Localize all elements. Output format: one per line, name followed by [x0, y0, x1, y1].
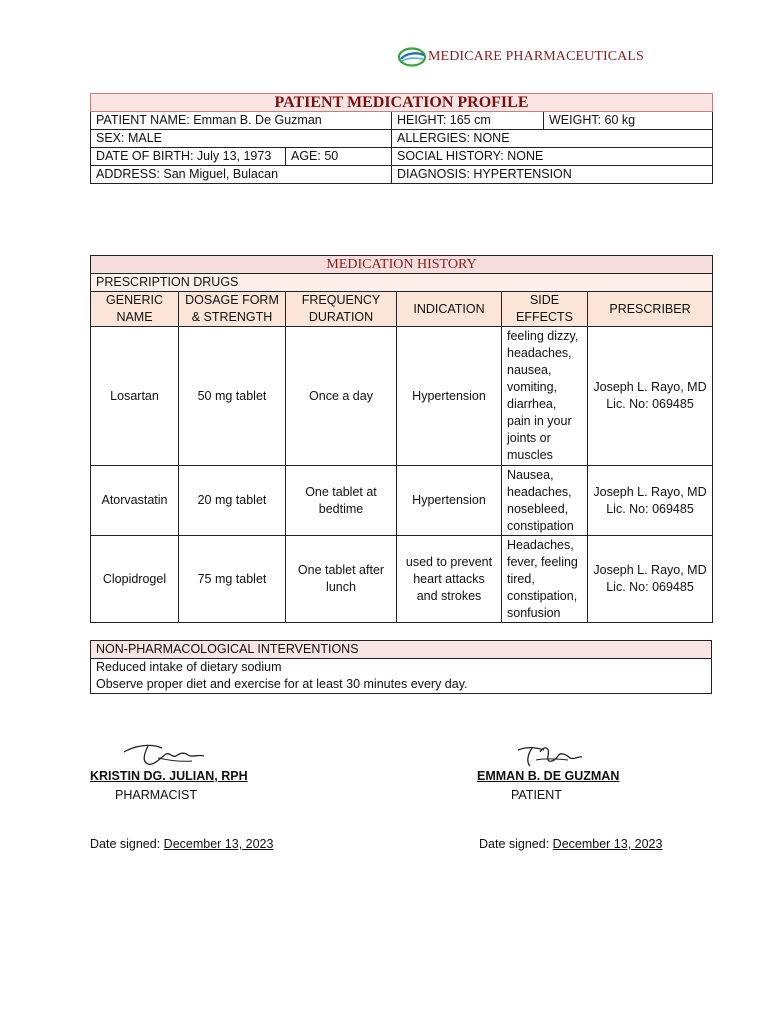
table-row	[91, 327, 713, 466]
non-pharm-items	[91, 659, 712, 694]
diagnosis: DIAGNOSIS: HYPERTENSION	[392, 166, 713, 184]
frequency: One tablet after lunch	[286, 536, 397, 623]
patient-name: PATIENT NAME: Emman B. De Guzman	[91, 112, 392, 130]
dosage: 20 mg tablet	[179, 466, 286, 536]
profile-title: PATIENT MEDICATION PROFILE	[91, 94, 713, 112]
pharmacist-role: PHARMACIST	[115, 788, 197, 802]
frequency: Once a day	[286, 327, 397, 466]
pharmacist-date	[90, 837, 273, 851]
brand-name: MEDICARE PHARMACEUTICALS	[428, 49, 644, 64]
pharmacist-signature-icon	[118, 740, 213, 770]
column-header: DOSAGE FORM & STRENGTH	[179, 292, 286, 327]
list-item: Reduced intake of dietary sodium	[96, 660, 282, 674]
side-effects: Nausea, headaches, nosebleed, constipation	[502, 466, 588, 536]
pharmacy-logo-icon	[397, 46, 427, 68]
column-header: SIDE EFFECTS	[502, 292, 588, 327]
pharmacist-name: KRISTIN DG. JULIAN, RPH	[90, 769, 248, 783]
frequency: One tablet at bedtime	[286, 466, 397, 536]
side-effects: Headaches, fever, feeling tired, constipation, sonfusion	[502, 536, 588, 623]
column-header: GENERIC NAME	[91, 292, 179, 327]
indication: Hypertension	[397, 327, 502, 466]
brand-logo	[397, 46, 644, 68]
height: HEIGHT: 165 cm	[392, 112, 544, 130]
allergies: ALLERGIES: NONE	[392, 130, 713, 148]
weight: WEIGHT: 60 kg	[544, 112, 713, 130]
list-item: Observe proper diet and exercise for at least 30 minutes every day.	[96, 677, 468, 691]
date-label: Date signed:	[90, 837, 161, 851]
dosage: 50 mg tablet	[179, 327, 286, 466]
social-history: SOCIAL HISTORY: NONE	[392, 148, 713, 166]
patient-date	[479, 837, 662, 851]
patient-profile-table	[90, 93, 713, 184]
prescriber: Joseph L. Rayo, MD Lic. No: 069485	[588, 466, 713, 536]
date-value: December 13, 2023	[552, 837, 663, 851]
non-pharm-title: NON-PHARMACOLOGICAL INTERVENTIONS	[91, 641, 712, 659]
prescriber: Joseph L. Rayo, MD Lic. No: 069485	[588, 327, 713, 466]
patient-name-signature: EMMAN B. DE GUZMAN	[477, 769, 620, 783]
generic-name: Losartan	[91, 327, 179, 466]
prescriber: Joseph L. Rayo, MD Lic. No: 069485	[588, 536, 713, 623]
generic-name: Atorvastatin	[91, 466, 179, 536]
column-header: INDICATION	[397, 292, 502, 327]
column-header: FREQUENCY DURATION	[286, 292, 397, 327]
address: ADDRESS: San Miguel, Bulacan	[91, 166, 392, 184]
prescription-drugs-label: PRESCRIPTION DRUGS	[91, 274, 713, 292]
history-title: MEDICATION HISTORY	[91, 256, 713, 274]
non-pharm-table	[90, 640, 712, 694]
age: AGE: 50	[286, 148, 392, 166]
generic-name: Clopidrogel	[91, 536, 179, 623]
date-value: December 13, 2023	[163, 837, 274, 851]
indication: used to prevent heart attacks and strokes	[397, 536, 502, 623]
medication-history-table	[90, 255, 713, 623]
date-of-birth: DATE OF BIRTH: July 13, 1973	[91, 148, 286, 166]
patient-signature-icon	[510, 742, 585, 770]
sex: SEX: MALE	[91, 130, 392, 148]
dosage: 75 mg tablet	[179, 536, 286, 623]
patient-role: PATIENT	[511, 788, 562, 802]
table-row	[91, 466, 713, 536]
date-label: Date signed:	[479, 837, 550, 851]
table-row	[91, 536, 713, 623]
side-effects: feeling dizzy, headaches, nausea, vomiting, diarrhea, pain in your joints or muscles	[502, 327, 588, 466]
indication: Hypertension	[397, 466, 502, 536]
column-header: PRESCRIBER	[588, 292, 713, 327]
